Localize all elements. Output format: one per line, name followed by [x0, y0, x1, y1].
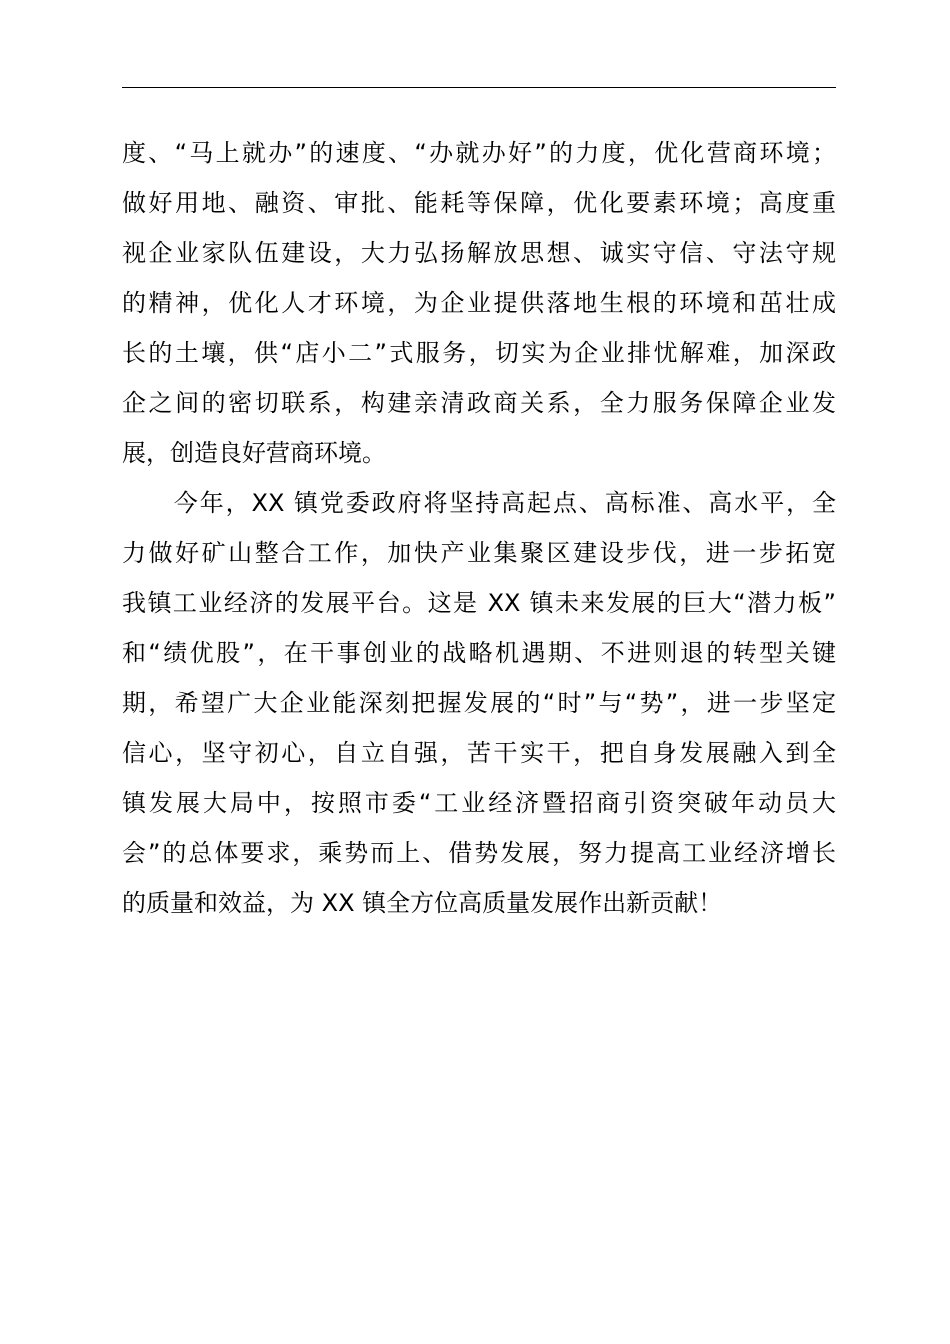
paragraph-1	[122, 128, 836, 478]
text-line: 企之间的密切联系，构建亲清政商关系，全力服务保障企业发	[122, 389, 836, 417]
text-line: 做好用地、融资、审批、能耗等保障，优化要素环境；高度重	[122, 189, 836, 217]
text-line: 期，希望广大企业能深刻把握发展的“时”与“势”，进一步坚定	[122, 689, 836, 717]
document-body	[122, 128, 836, 928]
header-rule	[122, 87, 836, 88]
text-line: 镇发展大局中，按照市委“工业经济暨招商引资突破年动员大	[122, 789, 836, 817]
text-line: 信心，坚守初心，自立自强，苦干实干，把自身发展融入到全	[122, 739, 836, 767]
text-line: 长的土壤，供“店小二”式服务，切实为企业排忧解难，加深政	[122, 339, 836, 367]
text-line: 我镇工业经济的发展平台。这是 XX 镇未来发展的巨大“潜力板”	[122, 589, 836, 617]
paragraph-2	[122, 478, 836, 928]
text-line: 会”的总体要求，乘势而上、借势发展，努力提高工业经济增长	[122, 839, 836, 867]
text-line: 和“绩优股”，在干事创业的战略机遇期、不进则退的转型关键	[122, 639, 836, 667]
text-line: 视企业家队伍建设，大力弘扬解放思想、诚实守信、守法守规	[122, 239, 836, 267]
text-line: 力做好矿山整合工作，加快产业集聚区建设步伐，进一步拓宽	[122, 539, 836, 567]
text-line: 度、“马上就办”的速度、“办就办好”的力度，优化营商环境；	[122, 139, 836, 167]
text-line: 的质量和效益，为 XX 镇全方位高质量发展作出新贡献！	[122, 889, 723, 917]
text-line: 今年，XX 镇党委政府将坚持高起点、高标准、高水平，全	[122, 489, 836, 517]
text-line: 的精神，优化人才环境，为企业提供落地生根的环境和茁壮成	[122, 289, 836, 317]
text-line: 展，创造良好营商环境。	[122, 439, 386, 467]
